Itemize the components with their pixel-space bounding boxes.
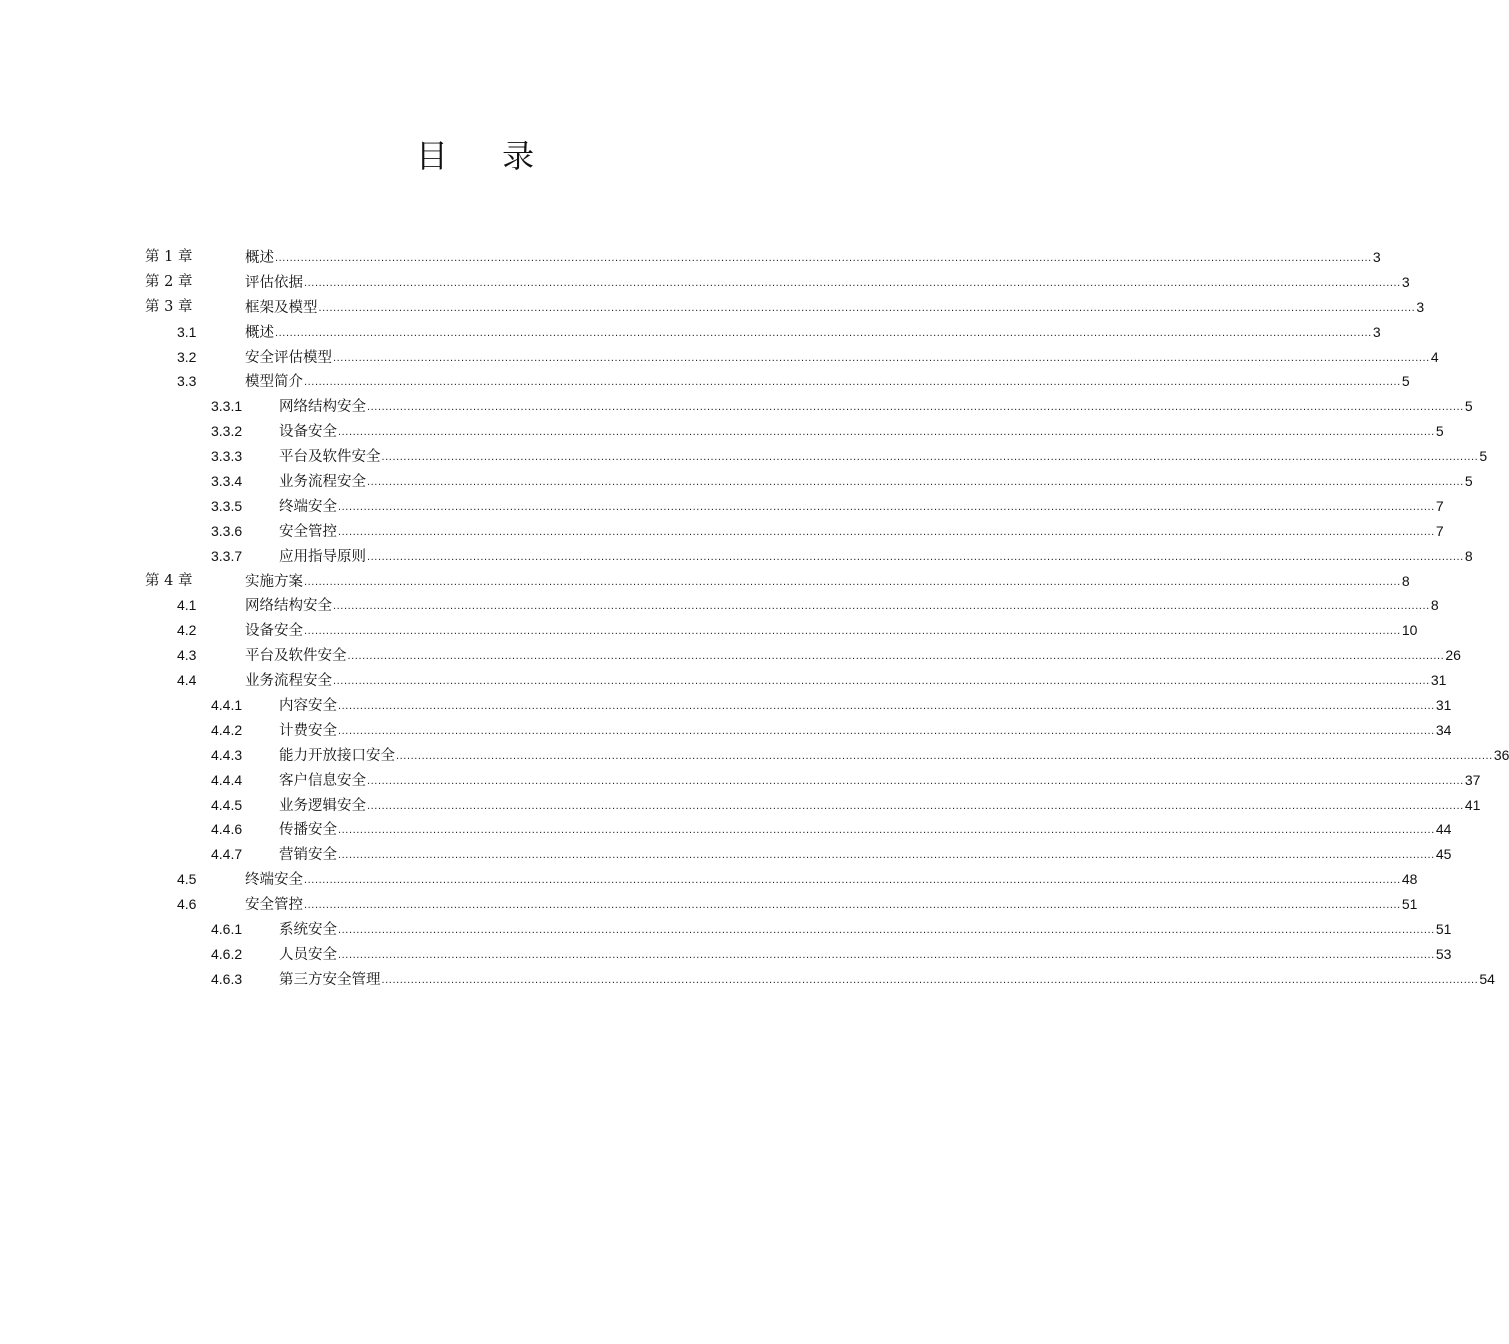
toc-entry[interactable] bbox=[0, 320, 1381, 345]
toc-entry-line bbox=[245, 270, 1410, 297]
toc-entry[interactable] bbox=[0, 469, 1473, 494]
toc-dot-leader: ............................................................................................................................................................................................................................................................................................................ bbox=[304, 575, 1401, 588]
toc-entry-page-number: 37 bbox=[1464, 771, 1481, 788]
toc-dot-leader: ............................................................................................................................................................................................................................................................................................................ bbox=[333, 675, 1430, 688]
toc-entry[interactable] bbox=[0, 494, 1444, 519]
toc-entry-line bbox=[279, 419, 1444, 446]
toc-entry-page-number: 3 bbox=[1372, 323, 1381, 340]
toc-dot-leader: ............................................................................................................................................................................................................................................................................................................ bbox=[338, 724, 1435, 737]
toc-entry-title: 网络结构安全 bbox=[279, 399, 366, 416]
toc-dot-leader: ............................................................................................................................................................................................................................................................................................................ bbox=[304, 625, 1401, 638]
toc-dot-leader: ............................................................................................................................................................................................................................................................................................................ bbox=[381, 973, 1479, 986]
toc-entry-page-number: 48 bbox=[1401, 871, 1418, 888]
toc-entry-page-number: 31 bbox=[1435, 697, 1452, 714]
toc-entry[interactable] bbox=[0, 892, 1418, 917]
toc-entry-line bbox=[245, 295, 1425, 322]
toc-entry-number: 4.4.4 bbox=[211, 771, 243, 788]
toc-entry-number: 4.5 bbox=[177, 871, 197, 888]
toc-entry[interactable] bbox=[0, 668, 1447, 693]
toc-entry[interactable] bbox=[0, 817, 1452, 842]
toc-entry-page-number: 4 bbox=[1430, 348, 1439, 365]
toc-dot-leader: ............................................................................................................................................................................................................................................................................................................ bbox=[275, 326, 1372, 339]
toc-entry-page-number: 34 bbox=[1435, 721, 1452, 738]
toc-dot-leader: ............................................................................................................................................................................................................................................................................................................ bbox=[275, 252, 1372, 264]
toc-entry[interactable] bbox=[0, 942, 1452, 967]
toc-entry-title: 安全评估模型 bbox=[245, 349, 332, 366]
toc-entry-number: 4.4.1 bbox=[211, 697, 243, 714]
toc-entry-page-number: 41 bbox=[1464, 796, 1481, 813]
toc-entry[interactable] bbox=[0, 593, 1439, 618]
toc-entry-title: 能力开放接口安全 bbox=[279, 747, 395, 764]
toc-dot-leader: ............................................................................................................................................................................................................................................................................................................ bbox=[318, 301, 1416, 314]
toc-entry[interactable] bbox=[0, 718, 1452, 743]
toc-dot-leader: ............................................................................................................................................................................................................................................................................................................ bbox=[304, 899, 1401, 912]
toc-entry-number: 4.3 bbox=[177, 647, 197, 664]
toc-entry-line bbox=[245, 369, 1410, 396]
toc-dot-leader: ............................................................................................................................................................................................................................................................................................................ bbox=[338, 924, 1435, 937]
toc-entry-line bbox=[279, 544, 1473, 571]
toc-entry-title: 安全管控 bbox=[245, 897, 303, 914]
toc-entry-line bbox=[279, 519, 1444, 546]
toc-entry[interactable] bbox=[0, 743, 1509, 768]
toc-entry-page-number: 5 bbox=[1464, 473, 1473, 490]
toc-dot-leader: ............................................................................................................................................................................................................................................................................................................ bbox=[338, 948, 1435, 961]
toc-entry-page-number: 26 bbox=[1445, 647, 1461, 664]
toc-entry-number: 第 3 章 bbox=[145, 298, 193, 315]
toc-entry[interactable] bbox=[0, 793, 1481, 818]
toc-entry[interactable] bbox=[0, 618, 1418, 643]
toc-entry-title: 计费安全 bbox=[279, 722, 337, 739]
toc-entry-title: 设备安全 bbox=[245, 623, 303, 640]
toc-entry-line bbox=[245, 643, 1461, 670]
table-of-contents bbox=[0, 245, 1509, 992]
toc-entry-line bbox=[279, 917, 1452, 944]
toc-entry-number: 3.3.7 bbox=[211, 547, 243, 564]
toc-entry[interactable] bbox=[0, 270, 1410, 295]
toc-entry-line bbox=[245, 618, 1418, 645]
toc-entry-number: 4.1 bbox=[177, 597, 197, 614]
toc-entry-number: 3.3.1 bbox=[211, 398, 243, 415]
toc-entry-line bbox=[245, 668, 1447, 695]
toc-entry[interactable] bbox=[0, 245, 1381, 270]
toc-dot-leader: ............................................................................................................................................................................................................................................................................................................ bbox=[367, 774, 1464, 787]
toc-entry-title: 系统安全 bbox=[279, 922, 337, 939]
toc-entry-page-number: 3 bbox=[1372, 249, 1381, 265]
toc-dot-leader: ............................................................................................................................................................................................................................................................................................................ bbox=[338, 500, 1435, 513]
toc-dot-leader: ............................................................................................................................................................................................................................................................................................................ bbox=[304, 874, 1401, 887]
toc-entry-number: 第 2 章 bbox=[145, 273, 193, 290]
toc-entry[interactable] bbox=[0, 519, 1444, 544]
toc-dot-leader: ............................................................................................................................................................................................................................................................................................................ bbox=[338, 700, 1435, 713]
toc-entry-title: 业务流程安全 bbox=[279, 474, 366, 491]
toc-entry-line bbox=[245, 345, 1439, 372]
toc-entry-title: 平台及软件安全 bbox=[279, 449, 381, 466]
toc-entry-title: 设备安全 bbox=[279, 424, 337, 441]
toc-entry-number: 第 4 章 bbox=[145, 572, 193, 589]
toc-entry-page-number: 10 bbox=[1401, 622, 1418, 639]
toc-entry-page-number: 8 bbox=[1464, 547, 1473, 564]
toc-entry-number: 4.6.1 bbox=[211, 921, 243, 938]
toc-entry-page-number: 53 bbox=[1435, 945, 1452, 962]
toc-dot-leader: ............................................................................................................................................................................................................................................................................................................ bbox=[367, 401, 1464, 414]
toc-entry-line bbox=[245, 569, 1410, 596]
toc-dot-leader: ............................................................................................................................................................................................................................................................................................................ bbox=[333, 600, 1430, 613]
toc-entry-number: 3.3.2 bbox=[211, 423, 243, 440]
toc-entry-title: 第三方安全管理 bbox=[279, 971, 381, 988]
toc-entry-title: 评估依据 bbox=[245, 274, 303, 291]
toc-entry-line bbox=[279, 693, 1452, 720]
toc-dot-leader: ............................................................................................................................................................................................................................................................................................................ bbox=[338, 824, 1435, 837]
toc-entry-page-number: 51 bbox=[1401, 896, 1418, 913]
toc-entry-line bbox=[245, 593, 1439, 620]
toc-dot-leader: ............................................................................................................................................................................................................................................................................................................ bbox=[333, 351, 1430, 364]
toc-entry-page-number: 44 bbox=[1435, 821, 1452, 838]
toc-entry-number: 4.4.5 bbox=[211, 796, 243, 813]
toc-entry-title: 网络结构安全 bbox=[245, 598, 332, 615]
toc-entry-line bbox=[279, 494, 1444, 521]
toc-entry-title: 平台及软件安全 bbox=[245, 648, 347, 665]
toc-entry-line bbox=[279, 768, 1481, 795]
toc-entry-line bbox=[245, 320, 1381, 347]
toc-dot-leader: ............................................................................................................................................................................................................................................................................................................ bbox=[396, 749, 1493, 762]
toc-entry-line bbox=[279, 718, 1452, 745]
toc-dot-leader: ............................................................................................................................................................................................................................................................................................................ bbox=[304, 376, 1401, 389]
toc-entry-title: 客户信息安全 bbox=[279, 772, 366, 789]
toc-entry[interactable] bbox=[0, 569, 1410, 594]
toc-entry-number: 3.3.3 bbox=[211, 448, 243, 465]
toc-entry-number: 4.4.7 bbox=[211, 846, 243, 863]
toc-entry-number: 4.4.2 bbox=[211, 721, 243, 738]
toc-entry-page-number: 5 bbox=[1464, 398, 1473, 415]
toc-entry-page-number: 54 bbox=[1479, 970, 1495, 987]
toc-entry-title: 内容安全 bbox=[279, 698, 337, 715]
toc-entry-line bbox=[245, 892, 1418, 919]
toc-entry[interactable] bbox=[0, 842, 1452, 867]
toc-entry-title: 业务逻辑安全 bbox=[279, 797, 366, 814]
toc-entry-line bbox=[279, 842, 1452, 869]
toc-entry-number: 4.6.3 bbox=[211, 970, 243, 987]
page-title: 目 录 bbox=[415, 137, 557, 175]
toc-entry-title: 人员安全 bbox=[279, 946, 337, 963]
toc-dot-leader: ............................................................................................................................................................................................................................................................................................................ bbox=[304, 276, 1401, 289]
toc-entry[interactable] bbox=[0, 394, 1473, 419]
toc-entry-page-number: 7 bbox=[1435, 522, 1444, 539]
toc-entry-title: 终端安全 bbox=[245, 872, 303, 889]
toc-entry[interactable] bbox=[0, 419, 1444, 444]
toc-entry-title: 概述 bbox=[245, 250, 274, 266]
toc-entry-page-number: 3 bbox=[1401, 273, 1410, 290]
toc-entry-page-number: 45 bbox=[1435, 846, 1452, 863]
toc-entry[interactable] bbox=[0, 967, 1495, 992]
toc-entry-page-number: 5 bbox=[1435, 423, 1444, 440]
toc-entry-number: 第 1 章 bbox=[145, 249, 193, 265]
toc-entry-page-number: 3 bbox=[1416, 298, 1425, 315]
toc-entry-number: 4.6 bbox=[177, 896, 197, 913]
toc-entry-line bbox=[245, 245, 1381, 272]
toc-entry-title: 终端安全 bbox=[279, 498, 337, 515]
toc-entry[interactable] bbox=[0, 693, 1452, 718]
toc-entry[interactable] bbox=[0, 295, 1425, 320]
toc-entry-line bbox=[279, 967, 1495, 994]
toc-entry-title: 传播安全 bbox=[279, 822, 337, 839]
toc-entry[interactable] bbox=[0, 643, 1461, 668]
toc-entry[interactable] bbox=[0, 345, 1439, 370]
toc-entry-line bbox=[279, 469, 1473, 496]
toc-entry-page-number: 51 bbox=[1435, 921, 1452, 938]
toc-entry-title: 安全管控 bbox=[279, 523, 337, 540]
toc-entry-number: 4.4 bbox=[177, 672, 197, 689]
toc-entry-title: 模型简介 bbox=[245, 374, 303, 391]
toc-entry-line bbox=[279, 394, 1473, 421]
toc-entry-page-number: 8 bbox=[1430, 597, 1439, 614]
toc-entry-number: 3.1 bbox=[177, 323, 197, 340]
toc-dot-leader: ............................................................................................................................................................................................................................................................................................................ bbox=[367, 476, 1464, 489]
toc-entry-title: 应用指导原则 bbox=[279, 548, 366, 565]
toc-entry[interactable] bbox=[0, 917, 1452, 942]
toc-entry[interactable] bbox=[0, 544, 1473, 569]
toc-entry-page-number: 31 bbox=[1430, 672, 1447, 689]
toc-entry-number: 3.3.5 bbox=[211, 497, 243, 514]
toc-dot-leader: ............................................................................................................................................................................................................................................................................................................ bbox=[367, 550, 1464, 563]
toc-entry-page-number: 7 bbox=[1435, 497, 1444, 514]
toc-entry-page-number: 36 bbox=[1493, 746, 1509, 763]
toc-entry-title: 实施方案 bbox=[245, 573, 303, 590]
toc-entry-page-number: 5 bbox=[1479, 448, 1488, 465]
toc-entry[interactable] bbox=[0, 867, 1418, 892]
toc-entry-number: 3.3 bbox=[177, 373, 197, 390]
toc-entry-number: 4.2 bbox=[177, 622, 197, 639]
toc-entry-page-number: 5 bbox=[1401, 373, 1410, 390]
toc-entry-number: 4.6.2 bbox=[211, 945, 243, 962]
toc-entry-line bbox=[245, 867, 1418, 894]
toc-entry[interactable] bbox=[0, 369, 1410, 394]
toc-entry-number: 3.3.4 bbox=[211, 473, 243, 490]
toc-entry-number: 4.4.6 bbox=[211, 821, 243, 838]
toc-entry[interactable] bbox=[0, 768, 1481, 793]
toc-entry-title: 框架及模型 bbox=[245, 299, 318, 316]
toc-entry-number: 4.4.3 bbox=[211, 746, 243, 763]
toc-entry-title: 业务流程安全 bbox=[245, 673, 332, 690]
toc-entry-line bbox=[279, 743, 1509, 770]
toc-dot-leader: ............................................................................................................................................................................................................................................................................................................ bbox=[338, 426, 1435, 439]
toc-entry-title: 概述 bbox=[245, 324, 274, 341]
toc-dot-leader: ............................................................................................................................................................................................................................................................................................................ bbox=[367, 799, 1464, 812]
toc-entry-number: 3.3.6 bbox=[211, 522, 243, 539]
toc-dot-leader: ............................................................................................................................................................................................................................................................................................................ bbox=[338, 525, 1435, 538]
toc-entry[interactable] bbox=[0, 444, 1488, 469]
toc-entry-line bbox=[279, 942, 1452, 969]
toc-entry-line bbox=[279, 444, 1488, 471]
toc-entry-number: 3.2 bbox=[177, 348, 197, 365]
toc-dot-leader: ............................................................................................................................................................................................................................................................................................................ bbox=[347, 650, 1445, 663]
toc-dot-leader: ............................................................................................................................................................................................................................................................................................................ bbox=[338, 849, 1435, 862]
toc-entry-title: 营销安全 bbox=[279, 847, 337, 864]
toc-entry-page-number: 8 bbox=[1401, 572, 1410, 589]
toc-entry-line bbox=[279, 793, 1481, 820]
toc-entry-line bbox=[279, 817, 1452, 844]
toc-dot-leader: ............................................................................................................................................................................................................................................................................................................ bbox=[381, 451, 1479, 464]
